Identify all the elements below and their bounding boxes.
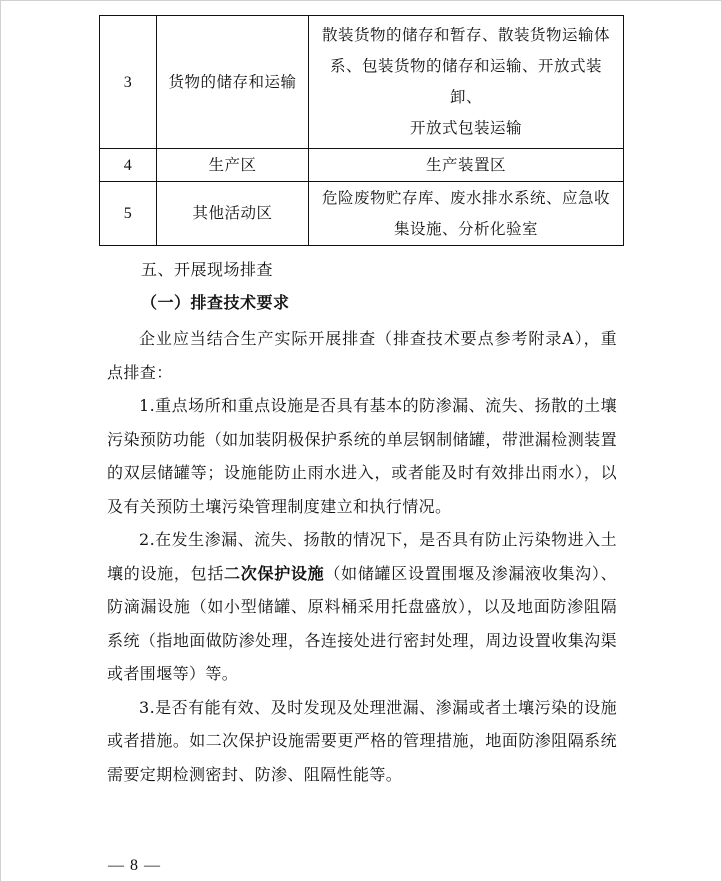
item-2-paragraph	[107, 523, 617, 691]
body-text	[107, 322, 617, 791]
item-1-paragraph: 1.重点场所和重点设施是否具有基本的防渗漏、流失、扬散的土壤污染预防功能（如加装阴极保护系统的单层钢制储罐，带泄漏检测装置的双层储罐等；设施能防止雨水进入，或者能及时有效排出雨水），以及有关预防土壤污染管理制度建立和执行情况。	[107, 396, 617, 516]
content-line: 系、包装货物的储存和运输、开放式装卸、	[329, 57, 602, 106]
content-line: 开放式包装运输	[409, 119, 522, 137]
content-line: 集设施、分析化验室	[393, 219, 538, 238]
area-content	[309, 182, 624, 246]
area-table	[99, 15, 624, 246]
row-number: 3	[100, 16, 157, 149]
area-content	[309, 149, 624, 182]
content-line: 危险废物贮存库、废水排水系统、应急收	[321, 188, 610, 207]
row-number: 4	[100, 149, 157, 182]
content-line: 散装货物的储存和暂存、散装货物运输体	[321, 26, 610, 44]
area-name: 其他活动区	[157, 182, 309, 246]
table-row	[100, 182, 624, 246]
page-number: — 8 —	[108, 857, 161, 874]
area-name: 生产区	[157, 149, 309, 182]
item-2-bold-term: 二次保护设施	[224, 563, 325, 583]
table-row	[100, 149, 624, 182]
row-number: 5	[100, 182, 157, 246]
item-2-text-b: （如储罐区设置围堰及渗漏液收集沟）、防滴漏设施（如小型储罐、原料桶采用托盘盛放），以及地面防渗阻隔系统（指地面做防渗处理，各连接处进行密封处理，周边设置收集沟渠或者围堰等）等。	[107, 563, 618, 683]
section-subheading: （一）排查技术要求	[141, 293, 290, 312]
area-content	[309, 16, 624, 149]
content-line: 生产装置区	[425, 155, 506, 174]
item-2-text-a: 2.在发生渗漏、流失、扬散的情况下，是否具有防止污染物进入土壤的设施，包括	[107, 530, 617, 583]
table-row	[100, 16, 624, 149]
area-name: 货物的储存和运输	[157, 16, 309, 149]
item-3-paragraph: 3.是否有能有效、及时发现及处理泄漏、渗漏或者土壤污染的设施或者措施。如二次保护设施需要更严格的管理措施，地面防渗阻隔系统需要定期检测密封、防渗、阻隔性能等。	[107, 697, 617, 784]
intro-paragraph: 企业应当结合生产实际开展排查（排查技术要点参考附录A），重点排查：	[107, 329, 617, 382]
section-heading: 五、开展现场排查	[141, 260, 274, 279]
